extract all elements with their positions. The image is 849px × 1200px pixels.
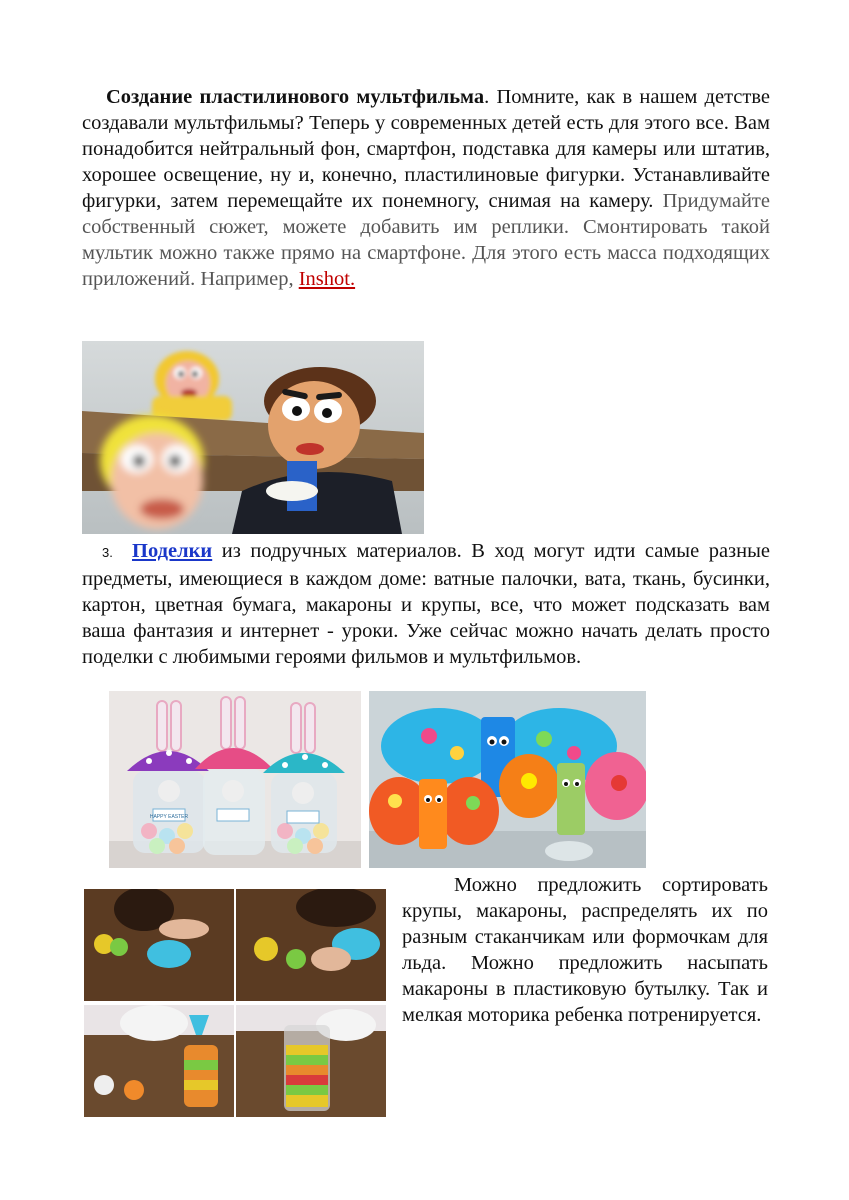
paragraph-grain-sorting: Можно предложить сортировать крупы, макароны, распределять их по разным стаканчикам или формочкам для льда. Можно предложить насыпать макароны в пластиковую бутылку. Так и мелкая моторика ребенка потренируется. xyxy=(402,874,768,1026)
collage-photo-3 xyxy=(84,1005,234,1117)
paragraph-text: . Помните, как в нашем детстве создавали мультфильмы? Теперь у современных детей есть для этого все. Вам понадобится нейтральный фон, смартфон, подставка для камеры или штатив, хорошее освещение, ну и, конечно, пластилиновые фигурки. Устанавливайте фигурки, затем перемещайте их понемногу, снимая на камеру. xyxy=(82,86,770,212)
inshot-link[interactable]: Inshot. xyxy=(298,268,356,290)
list-number: 3. xyxy=(102,545,113,560)
butterfly-crafts-photo xyxy=(369,691,646,868)
collage-photo-4 xyxy=(236,1005,386,1117)
crafts-link[interactable]: Поделки xyxy=(132,540,213,562)
clay-cartoon-photo xyxy=(82,341,424,534)
heading-clay-cartoon: Создание пластилинового мультфильма xyxy=(106,86,485,108)
jar-label-text: HAPPY EASTER xyxy=(149,814,189,820)
collage-photo-1 xyxy=(84,889,234,1001)
paragraph-crafts xyxy=(82,538,770,670)
easter-bunny-jars-photo xyxy=(109,691,361,868)
collage-photo-2 xyxy=(236,889,386,1001)
paragraph-clay-cartoon xyxy=(82,84,770,292)
paragraph-text: из подручных материалов. В ход могут идти самые разные предметы, имеющиеся в каждом доме: ватные палочки, вата, ткань, бусинки, картон, цветная бумага, макароны и крупы, все, что может подсказать вам ваша фантазия и интернет - уроки. Уже сейчас можно начать делать просто поделки с любимыми героями фильмов и мультфильмов. xyxy=(82,540,770,668)
paragraph-text-grey: Придумайте собственный сюжет, можете добавить им реплики. Смонтировать такой мультик можно также прямо на смартфоне. Для этого есть масса подходящих приложений. Например, xyxy=(82,190,770,290)
grain-sorting-collage xyxy=(82,887,388,1119)
